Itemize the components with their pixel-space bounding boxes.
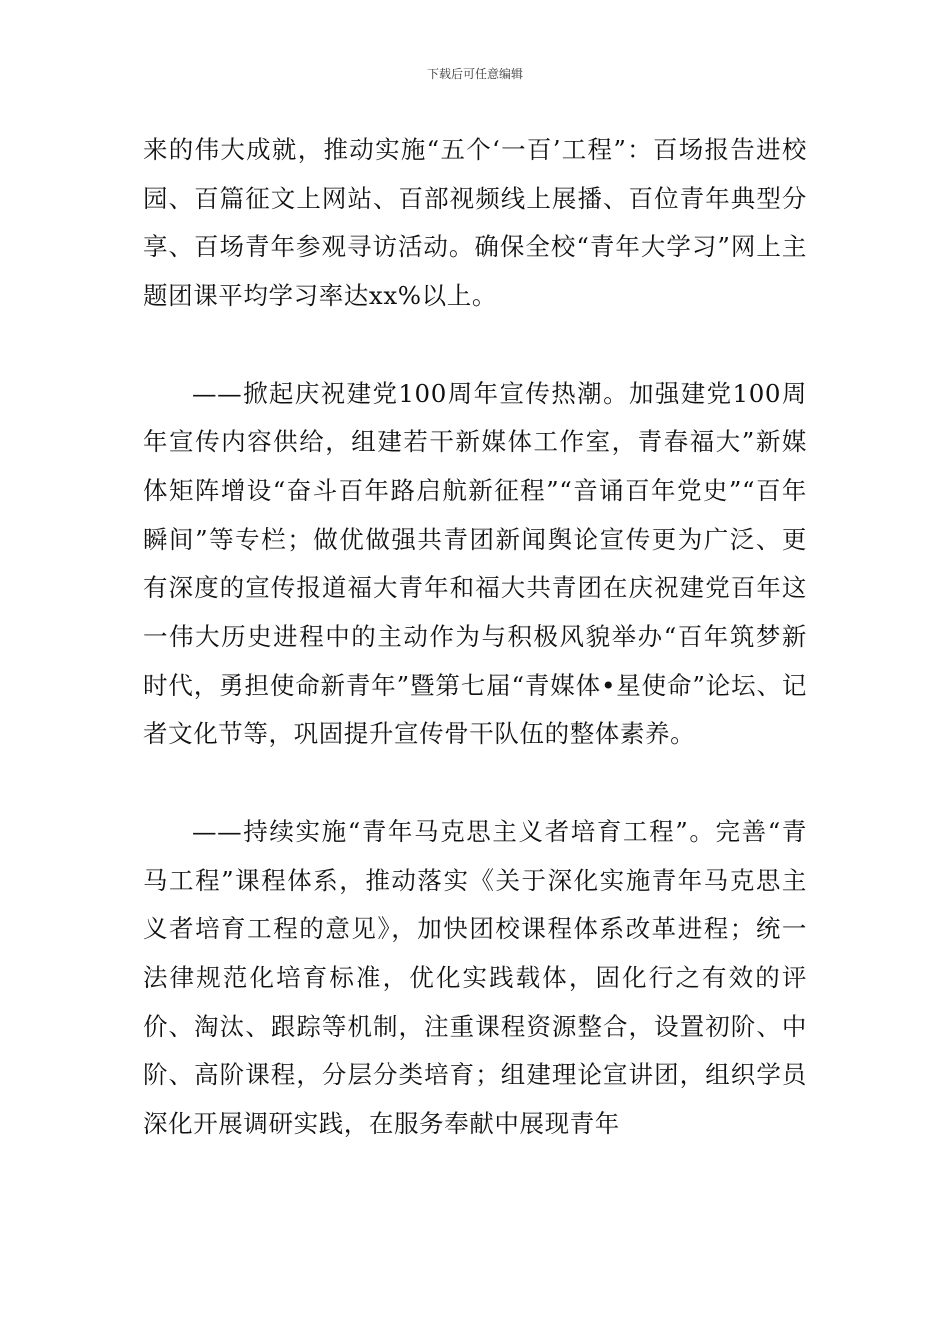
paragraph-continuation: 来的伟大成就，推动实施“五个‘一百’工程”：百场报告进校园、百篇征文上网站、百部视频线上展播、百位青年典型分享、百场青年参观寻访活动。确保全校“青年大学习”网上主题团课平均学习率达xx%以上。 bbox=[143, 135, 807, 311]
paragraph-party-centenary-publicity: ——掀起庆祝建党100周年宣传热潮。加强建党100周年宣传内容供给，组建若干新媒体工作室，青春福大”新媒体矩阵增设“奋斗百年路启航新征程”“音诵百年党史”“百年瞬间”等专栏；做优做强共青团新闻舆论宣传更为广泛、更有深度的宣传报道福大青年和福大共青团在庆祝建党百年这一伟大历史进程中的主动作为与积极风貌举办“百年筑梦新时代，勇担使命新青年”暨第七届“青媒体•星使命”论坛、记者文化节等，巩固提升宣传骨干队伍的整体素养。 bbox=[143, 378, 807, 749]
paragraph-young-marxists-program: ——持续实施“青年马克思主义者培育工程”。完善“青马工程”课程体系，推动落实《关于深化实施青年马克思主义者培育工程的意见》，加快团校课程体系改革进程；统一法律规范化培育标准，优化实践载体，固化行之有效的评价、淘汰、跟踪等机制，注重课程资源整合，设置初阶、中阶、高阶课程，分层分类培育；组建理论宣讲团，组织学员深化开展调研实践，在服务奉献中展现青年 bbox=[143, 816, 807, 1139]
page-header: 下载后可任意编辑 bbox=[426, 67, 523, 81]
document-body bbox=[143, 126, 807, 1149]
